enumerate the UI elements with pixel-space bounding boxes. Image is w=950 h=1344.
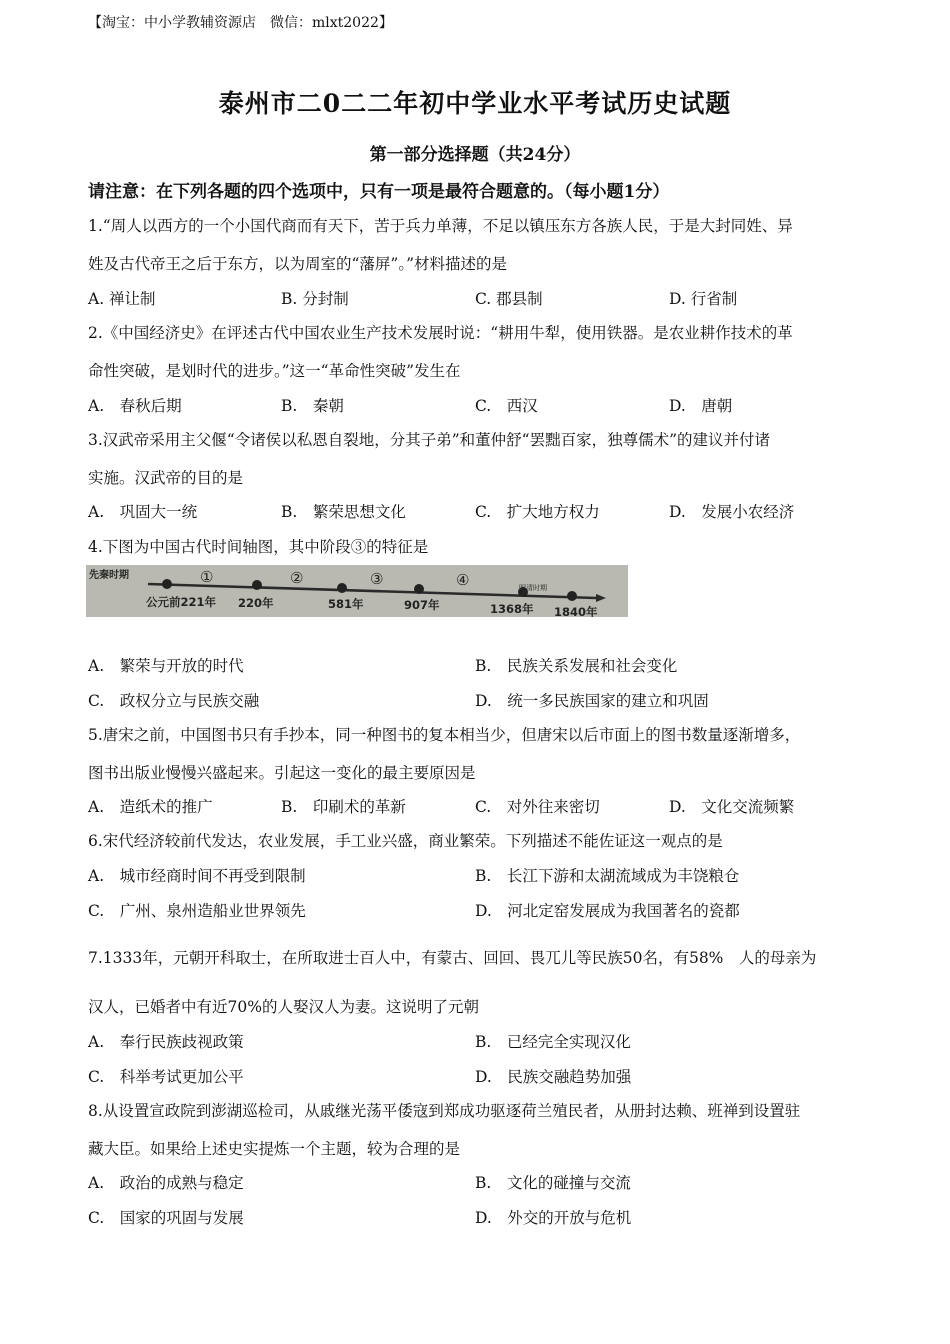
q3-option-a: A. 巩固大一统 <box>88 503 198 521</box>
question-1-line-1: 1.“周人以西方的一个小国代商而有天下，苦于兵力单薄，不足以镇压东方各族人民，于是大封同姓、异 <box>88 217 793 235</box>
q5-option-b: B. 印刷术的革新 <box>281 798 406 816</box>
q6-option-c: C. 广州、泉州造船业世界领先 <box>88 902 306 920</box>
q6-option-d: D. 河北定窑发展成为我国著名的瓷都 <box>475 902 740 920</box>
q3-option-d: D. 发展小农经济 <box>669 503 795 521</box>
q7-option-c: C. 科举考试更加公平 <box>88 1068 244 1086</box>
q7-option-b: B. 已经完全实现汉化 <box>475 1033 631 1051</box>
timeline-stage-3: ③ <box>370 570 384 588</box>
q4-option-c: C. 政权分立与民族交融 <box>88 692 260 710</box>
q4-option-a: A. 繁荣与开放的时代 <box>88 657 244 675</box>
q1-option-b: B. 分封制 <box>281 290 349 308</box>
question-2-line-1: 2.《中国经济史》在评述古代中国农业生产技术发展时说：“耕用牛犁，使用铁器。是农业耕作技术的革 <box>88 324 793 342</box>
q8-option-a: A. 政治的成熟与稳定 <box>88 1174 244 1192</box>
part-title: 第一部分选择题（共24分） <box>369 145 581 165</box>
question-6-line-1: 6.宋代经济较前代发达，农业发展，手工业兴盛，商业繁荣。下列描述不能佐证这一观点的是 <box>88 832 723 850</box>
timeline-stage-4: ④ <box>456 571 470 589</box>
q5-option-a: A. 造纸术的推广 <box>88 798 213 816</box>
question-4-line-1: 4.下图为中国古代时间轴图，其中阶段③的特征是 <box>88 538 429 556</box>
q5-option-d: D. 文化交流频繁 <box>669 798 795 816</box>
timeline-figure <box>86 565 628 617</box>
q2-option-d: D. 唐朝 <box>669 397 733 415</box>
q7-option-d: D. 民族交融趋势加强 <box>475 1068 632 1086</box>
q6-option-b: B. 长江下游和太湖流域成为丰饶粮仓 <box>475 867 740 885</box>
exam-title: 泰州市二0二二年初中学业水平考试历史试题 <box>218 89 732 118</box>
q8-option-c: C. 国家的巩固与发展 <box>88 1209 244 1227</box>
timeline-date-2: 220年 <box>238 596 274 610</box>
q3-option-c: C. 扩大地方权力 <box>475 503 600 521</box>
question-2-line-2: 命性突破，是划时代的进步。”这一“革命性突破”发生在 <box>88 362 461 380</box>
q1-option-c: C. 郡县制 <box>475 290 543 308</box>
timeline-period-end: 明清时期 <box>519 584 547 592</box>
timeline-date-1: 公元前221年 <box>146 595 217 609</box>
q7-option-a: A. 奉行民族歧视政策 <box>88 1033 244 1051</box>
q8-option-b: B. 文化的碰撞与交流 <box>475 1174 631 1192</box>
question-7-line-2: 汉人，已婚者中有近70%的人娶汉人为妻。这说明了元朝 <box>88 998 479 1016</box>
question-8-line-1: 8.从设置宣政院到澎湖巡检司，从戚继光荡平倭寇到郑成功驱逐荷兰殖民者，从册封达赖、班禅到设置驻 <box>88 1102 801 1120</box>
timeline-stage-1: ① <box>200 568 214 586</box>
q1-option-a: A. 禅让制 <box>88 290 156 308</box>
timeline-date-5: 1368年 <box>490 602 534 616</box>
q8-option-d: D. 外交的开放与危机 <box>475 1209 632 1227</box>
q2-option-c: C. 西汉 <box>475 397 538 415</box>
q4-option-b: B. 民族关系发展和社会变化 <box>475 657 678 675</box>
q2-option-b: B. 秦朝 <box>281 397 344 415</box>
timeline-date-4: 907年 <box>404 598 440 612</box>
question-3-line-2: 实施。汉武帝的目的是 <box>88 469 244 487</box>
q6-option-a: A. 城市经商时间不再受到限制 <box>88 867 306 885</box>
question-5-line-1: 5.唐宋之前，中国图书只有手抄本，同一种图书的复本相当少，但唐宋以后市面上的图书数量逐渐增多， <box>88 726 801 744</box>
question-3-line-1: 3.汉武帝采用主父偃“令诸侯以私恩自裂地，分其子弟”和董仲舒“罢黜百家，独尊儒术”的建议并付诸 <box>88 431 770 449</box>
question-8-line-2: 藏大臣。如果给上述史实提炼一个主题，较为合理的是 <box>88 1140 461 1158</box>
q1-option-d: D. 行省制 <box>669 290 738 308</box>
q3-option-b: B. 繁荣思想文化 <box>281 503 406 521</box>
q4-option-d: D. 统一多民族国家的建立和巩固 <box>475 692 709 710</box>
timeline-period-start: 先秦时期 <box>89 570 129 581</box>
q5-option-c: C. 对外往来密切 <box>475 798 600 816</box>
header-note: 【淘宝：中小学教辅资源店 微信：mlxt2022】 <box>88 15 393 31</box>
q2-option-a: A. 春秋后期 <box>88 397 182 415</box>
timeline-date-3: 581年 <box>328 597 364 611</box>
timeline-stage-2: ② <box>290 569 304 587</box>
timeline-date-6: 1840年 <box>554 605 598 617</box>
question-5-line-2: 图书出版业慢慢兴盛起来。引起这一变化的最主要原因是 <box>88 764 476 782</box>
question-7-line-1: 7.1333年，元朝开科取士，在所取进士百人中，有蒙古、回回、畏兀儿等民族50名，有58% 人的母亲为 <box>88 949 817 967</box>
notice: 请注意：在下列各题的四个选项中，只有一项是最符合题意的。（每小题1分） <box>88 182 670 202</box>
question-1-line-2: 姓及古代帝王之后于东方，以为周室的“藩屏”。”材料描述的是 <box>88 255 508 273</box>
